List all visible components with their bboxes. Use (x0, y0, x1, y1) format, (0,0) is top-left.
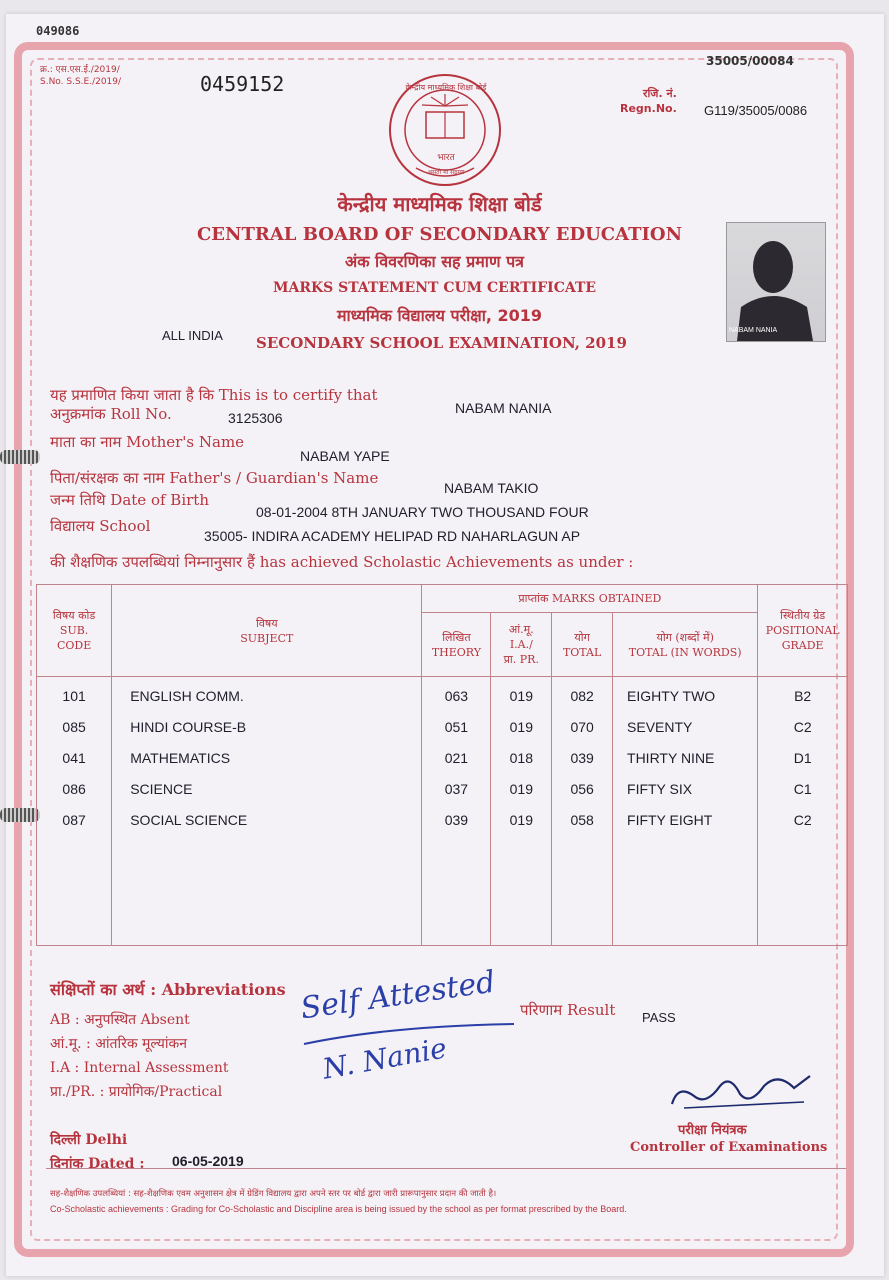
marks-table (36, 584, 848, 946)
table-cell-words: SEVENTY (627, 719, 693, 735)
result-value: PASS (642, 1010, 676, 1025)
date-of-birth: 08-01-2004 8TH JANUARY TWO THOUSAND FOUR (256, 504, 589, 520)
table-cell-words: THIRTY NINE (627, 750, 715, 766)
header-marks-obtained: प्राप्तांक MARKS OBTAINED (422, 585, 758, 613)
controller-hindi: परीक्षा नियंत्रक (678, 1123, 747, 1138)
table-cell-theory: 021 (444, 750, 469, 766)
theory-column (422, 677, 491, 946)
place-label: दिल्ली Delhi (50, 1132, 128, 1148)
table-cell-theory: 063 (444, 688, 469, 704)
table-cell-ia: 019 (509, 719, 533, 735)
table-cell-theory: 051 (444, 719, 469, 735)
header-subject-hindi: विषय (255, 616, 278, 630)
serial-en-label: S.No. S.S.E./2019/ (40, 77, 122, 87)
header-total (552, 613, 613, 677)
emblem-bottom-text: भारत (437, 153, 455, 163)
dob-label: जन्म तिथि Date of Birth (50, 491, 209, 509)
school-name: 35005- INDIRA ACADEMY HELIPAD RD NAHARLAGUN AP (204, 528, 581, 544)
footer-english: Co-Scholastic achievements : Grading for Co-Scholastic and Discipline area is being issued by the school as per format prescribed by the Board. (50, 1204, 627, 1214)
table-cell-theory: 037 (444, 781, 469, 797)
student-signature: N. Nanie (320, 1031, 450, 1086)
photo-caption: NABAM NANIA (729, 327, 778, 334)
table-cell-theory: 039 (444, 812, 469, 828)
exam-title-hindi: माध्यमिक विद्यालय परीक्षा, 2019 (336, 306, 543, 325)
table-cell-ia: 019 (509, 781, 533, 797)
code-column (37, 677, 112, 946)
top-number: 049086 (36, 24, 80, 38)
roll-number: 3125306 (228, 410, 283, 426)
header-sub-code (37, 585, 112, 677)
header-code-en2: CODE (56, 639, 92, 652)
achieved-label: की शैक्षणिक उपलब्धियां निम्नानुसार हैं has achieved Scholastic Achievements as under : (50, 553, 634, 571)
grade-column (758, 677, 848, 946)
header-total-en: TOTAL (562, 645, 602, 659)
abbr-absent: AB : अनुपस्थित Absent (50, 1012, 190, 1028)
table-cell-code: 041 (62, 750, 86, 766)
table-cell-total: 058 (570, 812, 594, 828)
binder-spiral-top (0, 450, 40, 464)
header-ia-en: I.A./ (509, 638, 533, 651)
footer-divider (46, 1168, 846, 1169)
certify-label: यह प्रमाणित किया जाता है कि This is to certify that (50, 386, 378, 404)
school-label: विद्यालय School (50, 517, 151, 535)
roll-label: अनुक्रमांक Roll No. (50, 405, 172, 423)
table-cell-subject: HINDI COURSE-B (130, 719, 247, 735)
header-theory (422, 613, 491, 677)
abbr-ia-english: I.A : Internal Assessment (50, 1060, 229, 1076)
mother-name: NABAM YAPE (300, 448, 390, 464)
subject-column (112, 677, 422, 946)
table-cell-ia: 018 (509, 750, 533, 766)
controller-english: Controller of Examinations (630, 1140, 828, 1155)
self-attested-handwriting: Self Attested (298, 964, 498, 1027)
header-total-words (613, 613, 758, 677)
binder-spiral-bottom (0, 808, 40, 822)
table-cell-grade: C2 (793, 719, 812, 735)
table-cell-total: 056 (570, 781, 594, 797)
table-cell-words: FIFTY SIX (627, 781, 693, 797)
words-column (613, 677, 758, 946)
serial-label (40, 64, 121, 88)
emblem-motto: असतो मा सद्गमय (427, 169, 465, 176)
board-name-hindi: केन्द्रीय माध्यमिक शिक्षा बोर्ड (337, 192, 542, 216)
table-cell-total: 039 (570, 750, 594, 766)
result-label: परिणाम Result (520, 1001, 616, 1019)
table-cell-ia: 019 (509, 812, 533, 828)
father-label: पिता/संरक्षक का नाम Father's / Guardian's Name (50, 469, 379, 487)
table-cell-grade: D1 (793, 750, 812, 766)
table-cell-words: EIGHTY TWO (627, 688, 716, 704)
board-name-english: CENTRAL BOARD OF SECONDARY EDUCATION (196, 224, 683, 245)
student-photo-silhouette-icon (727, 223, 825, 341)
header-code-en1: SUB. (59, 624, 89, 637)
father-name: NABAM TAKIO (444, 480, 539, 496)
serial-hindi-label: क्र.: एस.एस.ई./2019/ (40, 65, 120, 75)
regn-number: G119/35005/0086 (704, 103, 808, 118)
header-ia-hindi: आं.मू. (508, 623, 534, 636)
certificate-title-hindi: अंक विवरणिका सह प्रमाण पत्र (344, 252, 525, 271)
exam-title-english: SECONDARY SCHOOL EXAMINATION, 2019 (256, 334, 627, 352)
header-positional-grade (758, 585, 848, 677)
scope-label: ALL INDIA (162, 328, 223, 343)
table-cell-grade: C1 (793, 781, 812, 797)
footer-hindi: सह-शैक्षणिक उपलब्धियां : सह-शैक्षणिक एवम अनुशासन क्षेत्र में ग्रेडिंग विद्यालय द्वारा अपने स्तर पर बोर्ड द्वारा जारी प्रारूपानुसार प्रदान की जाती है। (50, 1189, 497, 1199)
header-pr: प्रा. PR. (503, 653, 539, 666)
abbr-ia-hindi: आं.मू. : आंतरिक मूल्यांकन (50, 1036, 188, 1052)
header-grade-en2: GRADE (781, 639, 824, 652)
header-total-hindi: योग (574, 630, 590, 644)
header-subject (112, 585, 422, 677)
abbreviations-title: संक्षिप्तों का अर्थ : Abbreviations (50, 980, 286, 999)
regn-label (620, 86, 677, 116)
handwriting-stroke-icon (300, 1020, 520, 1050)
dated-value: 06-05-2019 (172, 1153, 244, 1169)
header-theory-en: THEORY (431, 645, 481, 659)
dated-label: दिनांक Dated : (50, 1156, 145, 1172)
table-cell-code: 087 (62, 812, 86, 828)
table-cell-ia: 019 (509, 688, 533, 704)
header-ia-pr (491, 613, 552, 677)
table-cell-code: 101 (62, 688, 86, 704)
table-cell-subject: SCIENCE (130, 781, 193, 797)
table-cell-total: 082 (570, 688, 594, 704)
serial-number: 0459152 (200, 72, 285, 96)
certificate-title-english: MARKS STATEMENT CUM CERTIFICATE (272, 280, 597, 296)
header-theory-hindi: लिखित (442, 630, 471, 644)
abbr-practical: प्रा./PR. : प्रायोगिक/Practical (50, 1084, 223, 1100)
student-name: NABAM NANIA (455, 400, 552, 416)
table-cell-subject: MATHEMATICS (130, 750, 231, 766)
total-column (552, 677, 613, 946)
ref-number: 35005/00084 (706, 54, 794, 68)
abbreviations-list (50, 1008, 229, 1104)
ia-column (491, 677, 552, 946)
table-cell-grade: C2 (793, 812, 812, 828)
mother-label: माता का नाम Mother's Name (50, 433, 245, 451)
student-photo (726, 222, 826, 342)
table-cell-subject: SOCIAL SCIENCE (130, 812, 248, 828)
table-cell-words: FIFTY EIGHT (627, 812, 713, 828)
table-cell-grade: B2 (794, 688, 812, 704)
table-cell-subject: ENGLISH COMM. (130, 688, 244, 704)
table-cell-code: 085 (62, 719, 86, 735)
header-words-hindi: योग (शब्दों में) (656, 630, 714, 644)
header-grade-hindi: स्थितीय ग्रेड (780, 609, 826, 622)
controller-signature-icon (666, 1066, 816, 1116)
table-cell-total: 070 (570, 719, 594, 735)
regn-en-label: Regn.No. (620, 102, 677, 115)
regn-hindi-label: रजि. नं. (642, 87, 677, 100)
header-words-en: TOTAL (IN WORDS) (628, 645, 742, 659)
table-cell-code: 086 (62, 781, 86, 797)
header-subject-en: SUBJECT (240, 631, 294, 645)
header-grade-en1: POSITIONAL (765, 624, 840, 637)
emblem-top-text: केन्द्रीय माध्यमिक शिक्षा बोर्ड (405, 83, 487, 92)
header-code-hindi: विषय कोड (52, 609, 96, 622)
